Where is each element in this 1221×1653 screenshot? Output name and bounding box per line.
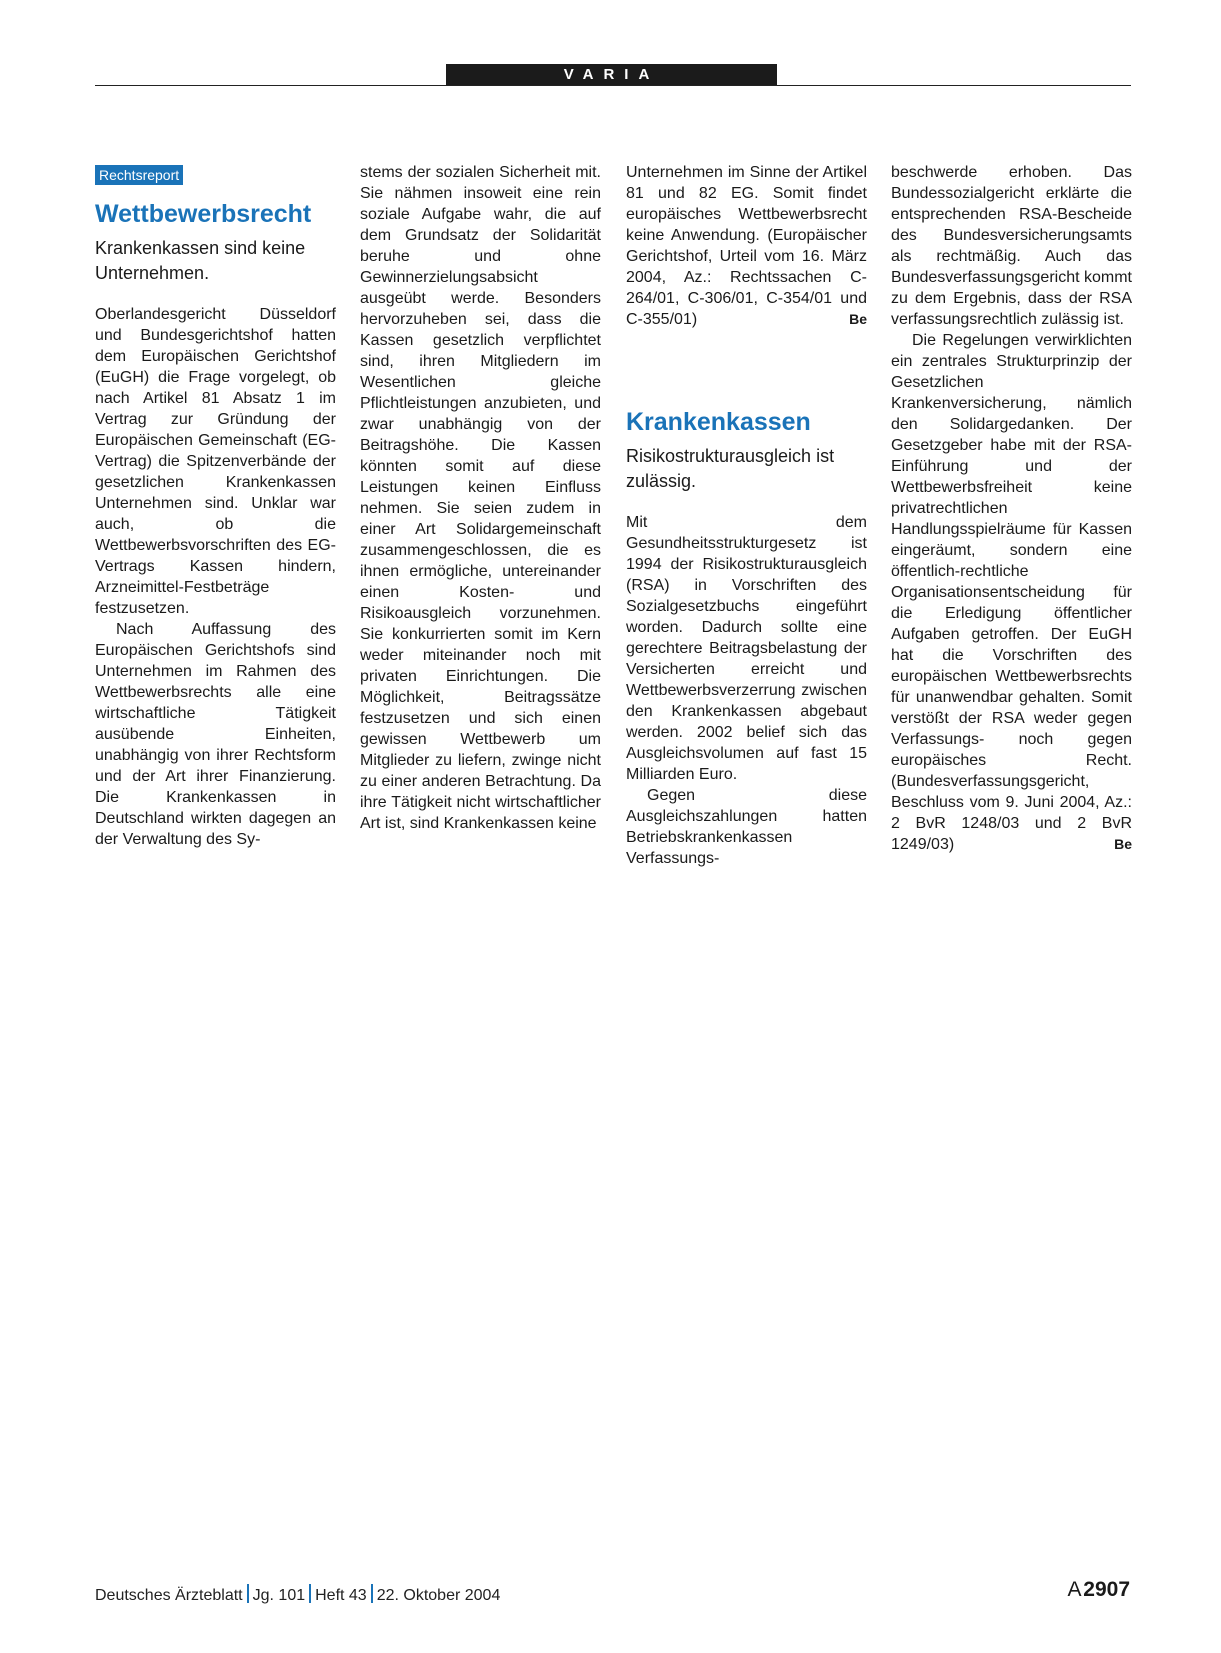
- journal-volume: Jg. 101: [252, 1587, 306, 1604]
- article-2-subtitle: Risikostrukturausgleich ist zulässig.: [626, 446, 835, 491]
- article-separator: [626, 330, 867, 394]
- article-1-paragraph-end: [626, 162, 867, 330]
- author-signature: Be: [849, 311, 867, 327]
- page-number: [1068, 1578, 1131, 1602]
- journal-name: Deutsches Ärzteblatt: [95, 1587, 243, 1604]
- header-rule: [95, 85, 1131, 86]
- footer-separator: [309, 1584, 311, 1603]
- article-1-paragraph: Oberlandesgericht Düsseldorf und Bundesgerichtshof hatten dem Europäischen Gerichtshof (EuGH) die Frage vorgelegt, ob nach Artikel 81 Absatz 1 im Vertrag zur Gründung der Europäischen Gemeinschaft (EG-Vertrag) die Spitzenverbände der gesetzlichen Krankenkassen Unternehmen sind. Unklar war auch, ob die Wettbewerbsvorschriften des EG-Vertrags Kassen hindern, Arzneimittel-Festbeträge festzusetzen.: [95, 306, 336, 617]
- article-1-subtitle: Krankenkassen sind keine Unternehmen.: [95, 238, 306, 283]
- column-1: [95, 162, 336, 850]
- footer-separator: [371, 1584, 373, 1603]
- footer-separator: [247, 1584, 249, 1603]
- article-2-title: Krankenkassen: [626, 408, 811, 436]
- article-2-paragraph-end: [891, 330, 1132, 855]
- article-2-text: Die Regelungen verwirklichten ein zentrales Strukturprinzip der Gesetzlichen Krankenversicherung, nämlich den Solidargedanken. Der Gesetzgeber habe mit der RSA-Einführung und der Wettbewerbsfreiheit keine privatrechtlichen Handlungsspielräume für Kassen eingeräumt, sondern eine öffentlich-rechtliche Organisationsentscheidung für die Erledigung öffentlicher Aufgaben getroffen. Der EuGH hat die Vorschriften des europäischen Wettbewerbsrechts für unanwendbar gehalten. Somit verstößt der RSA weder gegen Verfassungs- noch gegen europäisches Recht. (Bundesverfassungsgericht, Beschluss vom 9. Juni 2004, Az.: 2 BvR 1248/03 und 2 BvR 1249/03): [891, 332, 1132, 853]
- journal-issue: Heft 43: [315, 1587, 367, 1604]
- issue-date: 22. Oktober 2004: [376, 1587, 501, 1604]
- article-1-title: Wettbewerbsrecht: [95, 200, 312, 228]
- article-2-paragraph: Mit dem Gesundheitsstrukturgesetz ist 1994 der Risikostrukturausgleich (RSA) in Vorschriften des Sozialgesetzbuchs eingeführt worden. Dadurch sollte eine gerechtere Beitragsbelastung der Versicherten erreicht und Wettbewerbsverzerrung zwischen den Krankenkassen abgebaut werden. 2002 belief sich das Ausgleichsvolumen auf fast 15 Milliarden Euro.: [626, 514, 867, 783]
- article-2-paragraph: Gegen diese Ausgleichszahlungen hatten Betriebskrankenkassen Verfassungs-: [626, 787, 867, 867]
- article-1-paragraph: stems der sozialen Sicherheit mit. Sie nähmen insoweit eine rein soziale Aufgabe wahr, die auf dem Grundsatz der Solidarität beruhe und ohne Gewinnerzielungsabsicht ausgeübt werde. Besonders hervorzuheben sei, dass die Kassen gesetzlich verpflichtet sind, ihren Mitgliedern im Wesentlichen gleiche Pflichtleistungen anzubieten, und zwar unabhängig von der Beitragshöhe. Die Kassen könnten somit auf diese Leistungen keinen Einfluss nehmen. Sie seien zudem in einer Art Solidargemeinschaft zusammengeschlossen, die es ihnen ermögliche, untereinander einen Kosten- und Risikoausgleich vorzunehmen. Sie konkurrierten somit im Kern weder miteinander noch mit privaten Einrichtungen. Die Möglichkeit, Beitragssätze festzusetzen und sich einen gewissen Wettbewerb um Mitglieder zu liefern, zwinge nicht zu einer anderen Betrachtung. Da ihre Tätigkeit nicht wirtschaftlicher Art ist, sind Krankenkassen keine: [360, 164, 601, 832]
- section-label: VARIA: [446, 64, 777, 85]
- rubric-badge: Rechtsreport: [95, 165, 183, 185]
- article-1-text: Unternehmen im Sinne der Artikel 81 und 82 EG. Somit findet europäisches Wettbewerbsrecht keine Anwendung. (Europäischer Gerichtshof, Urteil vom 16. März 2004, Az.: Rechtssachen C-264/01, C-306/01, C-354/01 und C-355/01): [626, 164, 867, 328]
- article-1-paragraph: Nach Auffassung des Europäischen Gerichtshofs sind Unternehmen im Rahmen des Wettbewerbsrechts alle eine wirtschaftliche Tätigkeit ausübende Einheiten, unabhängig von ihrer Rechtsform und der Art ihrer Finanzierung. Die Krankenkassen in Deutschland wirkten dagegen an der Verwaltung des Sy-: [95, 621, 336, 848]
- footer: [95, 1584, 500, 1605]
- column-2: [360, 162, 601, 834]
- column-3: [626, 162, 867, 869]
- author-signature: Be: [1114, 836, 1132, 852]
- article-2-paragraph: beschwerde erhoben. Das Bundessozialgericht erklärte die entsprechenden RSA-Bescheide des Bundesversicherungsamts als rechtmäßig. Auch das Bundesverfassungsgericht kommt zu dem Ergebnis, dass der RSA verfassungsrechtlich zulässig ist.: [891, 164, 1132, 328]
- page-number-value: 2907: [1083, 1578, 1130, 1601]
- page-prefix: A: [1067, 1578, 1082, 1601]
- column-4: [891, 162, 1132, 855]
